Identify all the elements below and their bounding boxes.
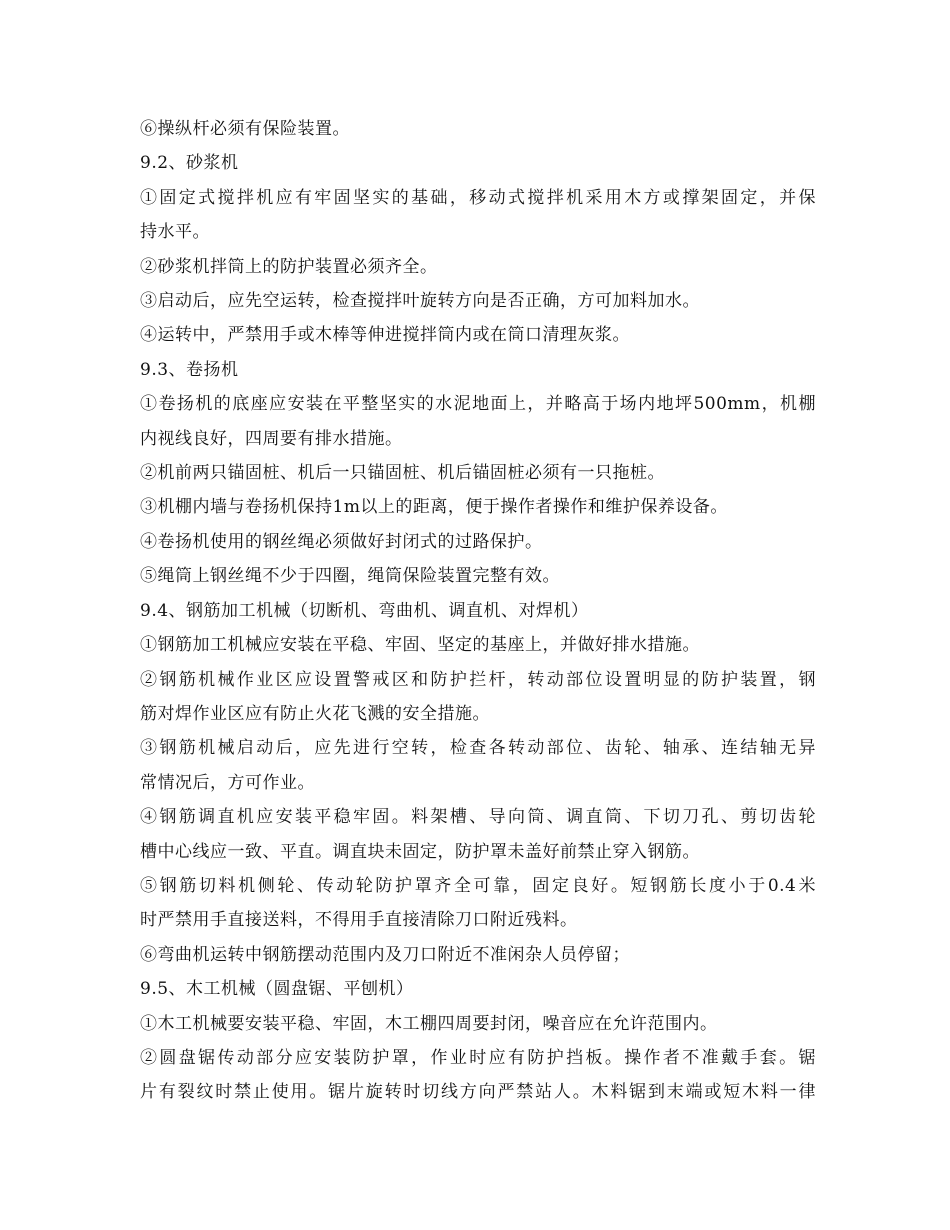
paragraph-line: 时严禁用手直接送料，不得用手直接清除刀口附近残料。 bbox=[140, 910, 578, 931]
paragraph-line: ②砂浆机拌筒上的防护装置必须齐全。 bbox=[140, 256, 438, 277]
paragraph-line: ⑥弯曲机运转中钢筋摆动范围内及刀口附近不准闲杂人员停留； bbox=[140, 944, 630, 965]
section-heading-9-2: 9.2、砂浆机 bbox=[140, 153, 239, 174]
paragraph-line: ②圆盘锯传动部分应安装防护罩，作业时应有防护挡板。操作者不准戴手套。锯 bbox=[140, 1047, 816, 1068]
paragraph-line: ⑤钢筋切料机侧轮、传动轮防护罩齐全可靠，固定良好。短钢筋长度小于0.4米 bbox=[140, 875, 816, 896]
paragraph-line: ①固定式搅拌机应有牢固坚实的基础，移动式搅拌机采用木方或撑架固定，并保 bbox=[140, 187, 816, 208]
paragraph-line: ③启动后，应先空运转，检查搅拌叶旋转方向是否正确，方可加料加水。 bbox=[140, 291, 700, 312]
paragraph-line: 持水平。 bbox=[140, 222, 210, 243]
paragraph-line: ⑤绳筒上钢丝绳不少于四圈，绳筒保险装置完整有效。 bbox=[140, 566, 560, 587]
paragraph-line: ②钢筋机械作业区应设置警戒区和防护拦杆，转动部位设置明显的防护装置，钢 bbox=[140, 669, 816, 690]
paragraph-line: 内视线良好，四周要有排水措施。 bbox=[140, 428, 403, 449]
paragraph-line: ④钢筋调直机应安装平稳牢固。料架槽、导向筒、调直筒、下切刀孔、剪切齿轮 bbox=[140, 807, 816, 828]
section-heading-9-4: 9.4、钢筋加工机械（切断机、弯曲机、调直机、对焊机） bbox=[140, 600, 589, 621]
paragraph-line: ④卷扬机使用的钢丝绳必须做好封闭式的过路保护。 bbox=[140, 531, 543, 552]
item-lever-safety: ⑥操纵杆必须有保险装置。 bbox=[140, 119, 350, 139]
section-heading-9-3: 9.3、卷扬机 bbox=[140, 359, 239, 380]
paragraph-line: ③钢筋机械启动后，应先进行空转，检查各转动部位、齿轮、轴承、连结轴无异 bbox=[140, 738, 816, 759]
paragraph-line: ④运转中，严禁用手或木棒等伸进搅拌筒内或在筒口清理灰浆。 bbox=[140, 325, 630, 346]
paragraph-line: ③机棚内墙与卷扬机保持1m以上的距离，便于操作者操作和维护保养设备。 bbox=[140, 497, 728, 518]
paragraph-line: 片有裂纹时禁止使用。锯片旋转时切线方向严禁站人。木料锯到末端或短木料一律 bbox=[140, 1082, 816, 1103]
paragraph-line: 常情况后，方可作业。 bbox=[140, 772, 315, 793]
paragraph-line: 筋对焊作业区应有防止火花飞溅的安全措施。 bbox=[140, 703, 490, 724]
section-heading-9-5: 9.5、木工机械（圆盘锯、平刨机） bbox=[140, 979, 414, 1000]
paragraph-line: 槽中心线应一致、平直。调直块未固定，防护罩未盖好前禁止穿入钢筋。 bbox=[140, 841, 700, 862]
paragraph-line: ①木工机械要安装平稳、牢固，木工棚四周要封闭，噪音应在允许范围内。 bbox=[140, 1013, 718, 1034]
paragraph-line: ②机前两只锚固桩、机后一只锚固桩、机后锚固桩必须有一只拖桩。 bbox=[140, 463, 665, 484]
paragraph-line: ①钢筋加工机械应安装在平稳、牢固、坚定的基座上，并做好排水措施。 bbox=[140, 635, 700, 656]
paragraph-line: ①卷扬机的底座应安装在平整坚实的水泥地面上，并略高于场内地坪500mm，机棚 bbox=[140, 394, 816, 415]
document-body bbox=[140, 112, 816, 1110]
